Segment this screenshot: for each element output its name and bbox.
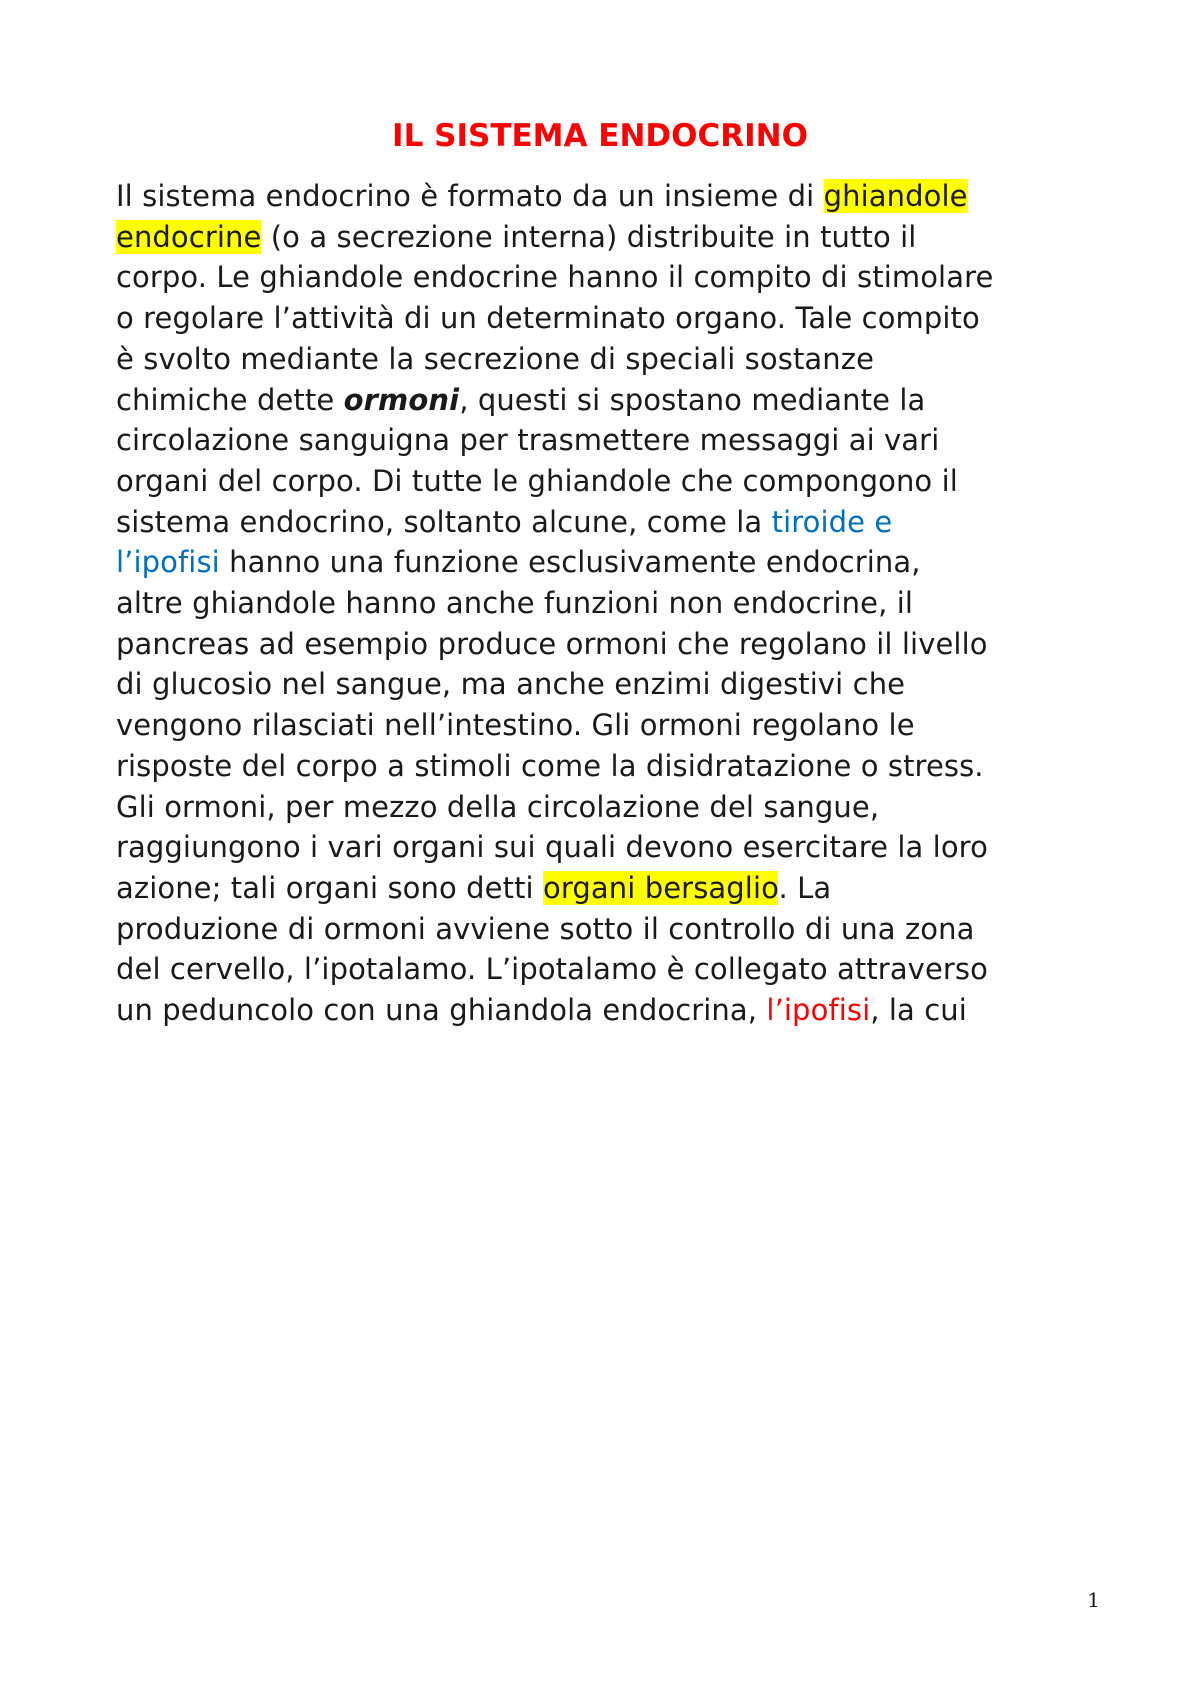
blue-term-ipofisi: l’ipofisi — [116, 545, 220, 580]
paragraph-line-3: corpo. Le ghiandole endocrine hanno il compito di stimolare — [116, 260, 994, 295]
document-paragraph — [116, 176, 1096, 1031]
text-segment: , questi si spostano mediante la — [459, 382, 926, 417]
text-segment: (o a secrezione interna) distribuite in tutto il — [261, 219, 917, 254]
paragraph-line-4: o regolare l’attività di un determinato organo. Tale compito — [116, 301, 980, 336]
text-segment: , la cui — [870, 993, 967, 1028]
paragraph-line-1 — [116, 176, 1096, 217]
paragraph-line-5: è svolto mediante la secrezione di speciali sostanze — [116, 341, 875, 376]
paragraph-line-2 — [116, 217, 1096, 258]
paragraph-line-16: Gli ormoni, per mezzo della circolazione del sangue, — [116, 789, 880, 824]
document-title: IL SISTEMA ENDOCRINO — [392, 118, 808, 154]
highlighted-term-endocrine: endocrine — [116, 219, 262, 254]
paragraph-line-9 — [116, 502, 1096, 543]
paragraph-line-7: circolazione sanguigna per trasmettere messaggi ai vari — [116, 423, 940, 458]
text-segment: hanno una funzione esclusivamente endocrina, — [219, 545, 921, 580]
key-term-ormoni: ormoni — [343, 382, 460, 417]
paragraph-line-21 — [116, 990, 1096, 1031]
text-segment: azione; tali organi sono detti — [116, 870, 544, 905]
paragraph-line-10 — [116, 542, 1096, 583]
blue-term-tiroide: tiroide e — [771, 504, 893, 539]
paragraph-line-19: produzione di ormoni avviene sotto il controllo di una zona — [116, 911, 975, 946]
paragraph-line-14: vengono rilasciati nell’intestino. Gli ormoni regolano le — [116, 708, 915, 743]
paragraph-line-11: altre ghiandole hanno anche funzioni non endocrine, il — [116, 586, 914, 621]
highlighted-term-organi-bersaglio: organi bersaglio — [543, 870, 779, 905]
red-term-ipofisi: l’ipofisi — [766, 993, 871, 1028]
paragraph-line-8: organi del corpo. Di tutte le ghiandole che compongono il — [116, 463, 958, 498]
text-segment: sistema endocrino, soltanto alcune, come la — [116, 504, 772, 539]
paragraph-line-17: raggiungono i vari organi sui quali devono esercitare la loro — [116, 830, 988, 865]
paragraph-line-6 — [116, 380, 1096, 421]
paragraph-line-12: pancreas ad esempio produce ormoni che regolano il livello — [116, 626, 988, 661]
highlighted-term-ghiandole: ghiandole — [823, 179, 968, 213]
text-segment: . La — [778, 870, 832, 905]
text-segment: un peduncolo con una ghiandola endocrina, — [116, 993, 767, 1028]
paragraph-line-15: risposte del corpo a stimoli come la disidratazione o stress. — [116, 748, 984, 783]
page-number: 1 — [1087, 1588, 1100, 1612]
paragraph-line-18 — [116, 868, 1096, 909]
paragraph-line-13: di glucosio nel sangue, ma anche enzimi digestivi che — [116, 667, 906, 702]
paragraph-line-20: del cervello, l’ipotalamo. L’ipotalamo è collegato attraverso — [116, 952, 988, 987]
text-segment: Il sistema endocrino è formato da un insieme di — [116, 179, 824, 213]
text-segment: chimiche dette — [116, 382, 344, 417]
